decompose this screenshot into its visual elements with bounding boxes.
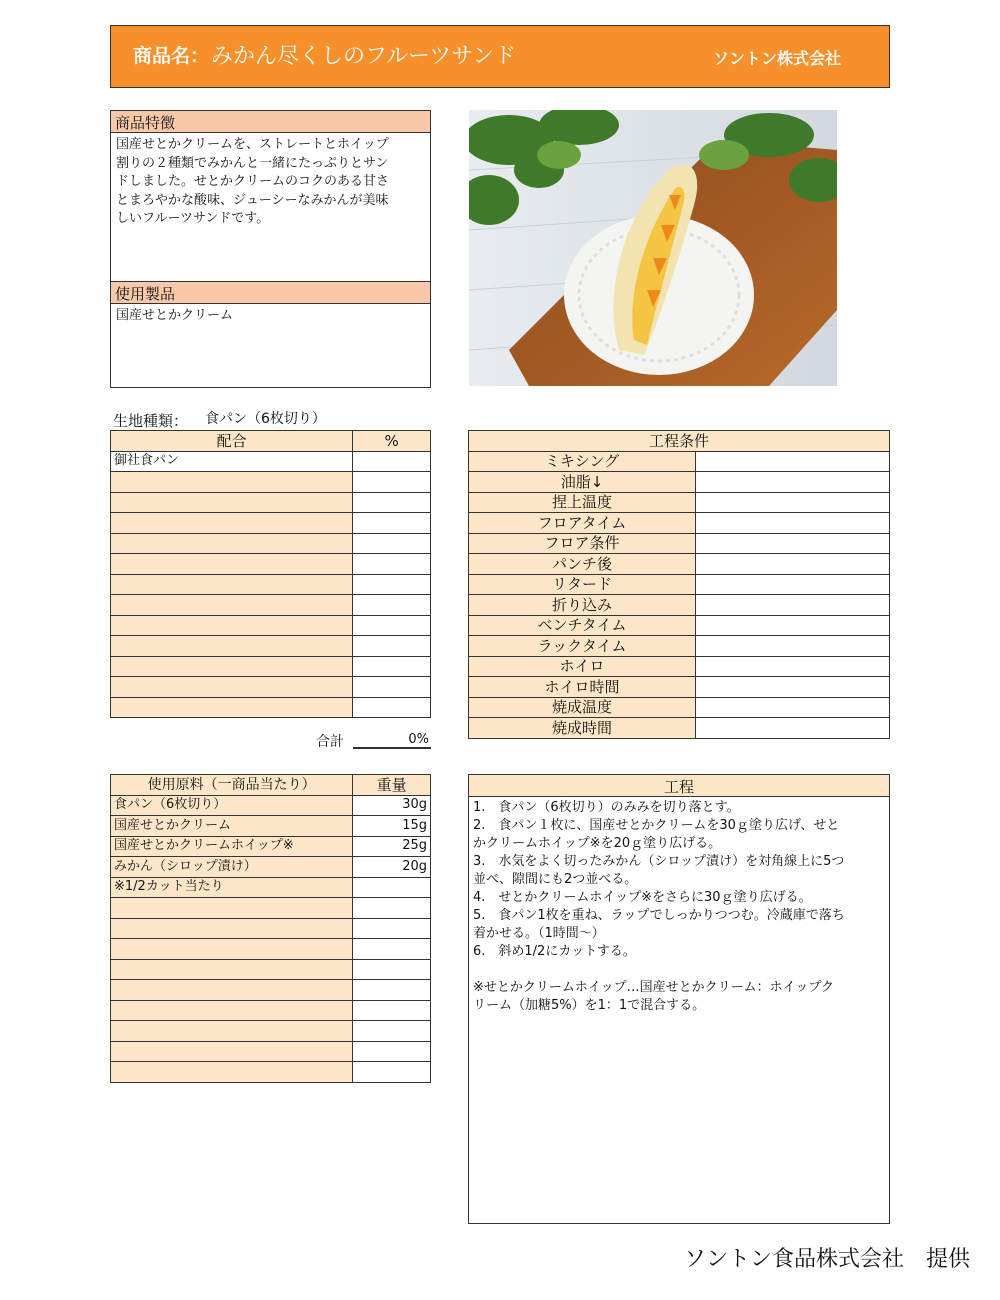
ingredient-row xyxy=(111,877,431,898)
formula-percent-cell[interactable] xyxy=(353,697,431,718)
product-photo xyxy=(469,110,837,386)
ingredient-weight-cell[interactable] xyxy=(353,918,431,939)
formula-ingredient-cell[interactable] xyxy=(111,574,353,595)
formula-row xyxy=(111,513,431,534)
features-text: 国産せとかクリームを、ストレートとホイップ 割りの２種類でみかんと一緒にたっぷりとサン ドしました。せとかクリームのコクのある甘さ とまろやかな酸味、ジューシーなみかんが美味 しいフルーツサンドです。 xyxy=(116,137,390,226)
formula-row xyxy=(111,451,431,472)
condition-label: ホイロ時間 xyxy=(469,677,696,698)
condition-value-cell[interactable] xyxy=(696,451,890,472)
company-name: ソントン株式会社 xyxy=(712,49,841,68)
ingredient-row xyxy=(111,1062,431,1083)
ingredients-header-row xyxy=(111,775,431,796)
ingredient-row xyxy=(111,980,431,1001)
dough-label: 生地種類： xyxy=(113,412,189,430)
formula-row xyxy=(111,472,431,493)
condition-label: 折り込み xyxy=(469,595,696,616)
condition-label: 焼成時間 xyxy=(469,718,696,739)
condition-value-cell[interactable] xyxy=(696,574,890,595)
condition-value-cell[interactable] xyxy=(696,697,890,718)
ingredient-row xyxy=(111,795,431,816)
conditions-row xyxy=(469,451,890,472)
ingredient-row xyxy=(111,898,431,919)
formula-total-label: 合計 xyxy=(316,734,344,750)
formula-percent-cell[interactable] xyxy=(353,533,431,554)
ingredient-weight-cell[interactable]: 25g xyxy=(353,836,431,857)
ingredient-weight-cell[interactable] xyxy=(353,1021,431,1042)
formula-ingredient-cell[interactable] xyxy=(111,656,353,677)
conditions-row xyxy=(469,595,890,616)
ingredient-weight-cell[interactable]: 15g xyxy=(353,816,431,837)
formula-ingredient-cell[interactable] xyxy=(111,595,353,616)
formula-ingredient-cell[interactable]: 御社食パン xyxy=(111,451,353,472)
condition-label: ベンチタイム xyxy=(469,615,696,636)
formula-percent-cell[interactable] xyxy=(353,513,431,534)
condition-value-cell[interactable] xyxy=(696,677,890,698)
ingredient-row xyxy=(111,959,431,980)
ingredient-row xyxy=(111,816,431,837)
formula-ingredient-cell[interactable] xyxy=(111,697,353,718)
ingredient-name-cell[interactable]: 国産せとかクリームホイップ※ xyxy=(111,836,353,857)
ingredient-name-cell[interactable] xyxy=(111,939,353,960)
formula-percent-cell[interactable] xyxy=(353,595,431,616)
ingredient-name-cell[interactable] xyxy=(111,1041,353,1062)
ingredient-row xyxy=(111,1021,431,1042)
formula-row xyxy=(111,595,431,616)
ingredient-row xyxy=(111,939,431,960)
formula-percent-cell[interactable] xyxy=(353,574,431,595)
condition-value-cell[interactable] xyxy=(696,718,890,739)
condition-value-cell[interactable] xyxy=(696,656,890,677)
products-text: 国産せとかクリーム xyxy=(116,308,234,323)
formula-ingredient-cell[interactable] xyxy=(111,492,353,513)
dough-value: 食パン（6枚切り） xyxy=(205,411,326,427)
ingredient-row xyxy=(111,1041,431,1062)
ingredient-weight-cell[interactable] xyxy=(353,877,431,898)
condition-value-cell[interactable] xyxy=(696,595,890,616)
formula-percent-cell[interactable] xyxy=(353,472,431,493)
condition-value-cell[interactable] xyxy=(696,513,890,534)
formula-col-percent: % xyxy=(353,431,431,452)
ingredient-weight-cell[interactable] xyxy=(353,939,431,960)
conditions-row xyxy=(469,718,890,739)
process-panel xyxy=(468,774,890,1224)
conditions-row xyxy=(469,697,890,718)
formula-ingredient-cell[interactable] xyxy=(111,677,353,698)
condition-value-cell[interactable] xyxy=(696,554,890,575)
ingredients-table xyxy=(110,774,431,1083)
header-bar xyxy=(110,25,890,88)
product-title: みかん尽くしのフルーツサンド xyxy=(211,44,517,69)
formula-ingredient-cell[interactable] xyxy=(111,472,353,493)
formula-row xyxy=(111,574,431,595)
products-panel xyxy=(110,281,431,388)
ingredient-name-cell[interactable]: 国産せとかクリーム xyxy=(111,816,353,837)
ingredient-name-cell[interactable]: みかん（シロップ漬け） xyxy=(111,857,353,878)
ingredient-name-cell[interactable] xyxy=(111,980,353,1001)
formula-col-ingredient: 配合 xyxy=(111,431,353,452)
ingredient-name-cell[interactable]: ※1/2カット当たり xyxy=(111,877,353,898)
ingredient-weight-cell[interactable]: 30g xyxy=(353,795,431,816)
formula-ingredient-cell[interactable] xyxy=(111,554,353,575)
ingredient-name-cell[interactable] xyxy=(111,898,353,919)
formula-ingredient-cell[interactable] xyxy=(111,513,353,534)
conditions-row xyxy=(469,677,890,698)
formula-row xyxy=(111,656,431,677)
conditions-row xyxy=(469,533,890,554)
conditions-row xyxy=(469,636,890,657)
conditions-row xyxy=(469,513,890,534)
product-name-label: 商品名： xyxy=(133,45,210,67)
condition-label: ラックタイム xyxy=(469,636,696,657)
ingredient-name-cell[interactable] xyxy=(111,959,353,980)
ingredients-col-name: 使用原料（一商品当たり） xyxy=(111,775,353,796)
features-heading: 商品特徴 xyxy=(111,111,430,133)
ingredient-name-cell[interactable] xyxy=(111,1021,353,1042)
condition-label: 捏上温度 xyxy=(469,492,696,513)
formula-ingredient-cell[interactable] xyxy=(111,533,353,554)
ingredient-row xyxy=(111,857,431,878)
condition-value-cell[interactable] xyxy=(696,533,890,554)
ingredient-name-cell[interactable]: 食パン（6枚切り） xyxy=(111,795,353,816)
ingredient-name-cell[interactable] xyxy=(111,1062,353,1083)
condition-label: フロア条件 xyxy=(469,533,696,554)
ingredient-weight-cell[interactable] xyxy=(353,1041,431,1062)
formula-total-value: 0% xyxy=(353,732,431,749)
ingredient-weight-cell[interactable] xyxy=(353,898,431,919)
condition-label: 焼成温度 xyxy=(469,697,696,718)
ingredient-name-cell[interactable] xyxy=(111,1000,353,1021)
formula-percent-cell[interactable] xyxy=(353,636,431,657)
formula-percent-cell[interactable] xyxy=(353,615,431,636)
formula-header-row xyxy=(111,431,431,452)
condition-label: ホイロ xyxy=(469,656,696,677)
ingredients-col-weight: 重量 xyxy=(353,775,431,796)
ingredient-weight-cell[interactable] xyxy=(353,959,431,980)
formula-percent-cell[interactable] xyxy=(353,554,431,575)
formula-table xyxy=(110,430,431,718)
condition-value-cell[interactable] xyxy=(696,636,890,657)
condition-label: フロアタイム xyxy=(469,513,696,534)
condition-value-cell[interactable] xyxy=(696,492,890,513)
formula-percent-cell[interactable] xyxy=(353,492,431,513)
condition-value-cell[interactable] xyxy=(696,615,890,636)
formula-row xyxy=(111,677,431,698)
features-panel xyxy=(110,110,431,283)
conditions-heading: 工程条件 xyxy=(469,431,890,452)
footer-credit: ソントン食品株式会社 提供 xyxy=(683,1247,970,1272)
conditions-row xyxy=(469,574,890,595)
products-heading: 使用製品 xyxy=(111,282,430,304)
condition-label: パンチ後 xyxy=(469,554,696,575)
formula-ingredient-cell[interactable] xyxy=(111,636,353,657)
conditions-table xyxy=(468,430,890,739)
formula-percent-cell[interactable] xyxy=(353,677,431,698)
formula-percent-cell[interactable] xyxy=(353,656,431,677)
process-text: 1. 食パン（6枚切り）のみみを切り落とす。 2. 食パン１枚に、国産せとかクリームを30ｇ塗り広げ、せと かクリームホイップ※を20ｇ塗り広げる。 3. 水気をよく切ったみかん（シロップ漬け）を対角線上に5つ 並べ、隙間にも2つ並べる。 4. せとかクリームホイップ※をさらに30ｇ塗り広げる。 5. 食パン1枚を重ね、ラップでしっかりつつむ。冷蔵庫で落ち 着かせる。（1時間〜） 6. 斜め1/2にカットする。 ※せとかクリームホイップ…国産せとかクリーム：ホイップク リーム（加糖5%）を1：1で混合する。 xyxy=(473,800,845,1013)
ingredient-name-cell[interactable] xyxy=(111,918,353,939)
formula-row xyxy=(111,554,431,575)
process-heading: 工程 xyxy=(469,775,889,797)
ingredient-row xyxy=(111,1000,431,1021)
condition-label: リタード xyxy=(469,574,696,595)
ingredient-weight-cell[interactable] xyxy=(353,1062,431,1083)
formula-row xyxy=(111,636,431,657)
formula-row xyxy=(111,533,431,554)
ingredient-row xyxy=(111,918,431,939)
ingredient-weight-cell[interactable] xyxy=(353,980,431,1001)
condition-label: 油脂↓ xyxy=(469,472,696,493)
ingredient-row xyxy=(111,836,431,857)
conditions-header-row xyxy=(469,431,890,452)
conditions-row xyxy=(469,554,890,575)
ingredient-weight-cell[interactable] xyxy=(353,1000,431,1021)
condition-label: ミキシング xyxy=(469,451,696,472)
conditions-row xyxy=(469,656,890,677)
formula-percent-cell[interactable] xyxy=(353,451,431,472)
conditions-row xyxy=(469,492,890,513)
formula-ingredient-cell[interactable] xyxy=(111,615,353,636)
conditions-row xyxy=(469,615,890,636)
condition-value-cell[interactable] xyxy=(696,472,890,493)
ingredient-weight-cell[interactable]: 20g xyxy=(353,857,431,878)
formula-row xyxy=(111,492,431,513)
formula-row xyxy=(111,697,431,718)
formula-row xyxy=(111,615,431,636)
conditions-row xyxy=(469,472,890,493)
